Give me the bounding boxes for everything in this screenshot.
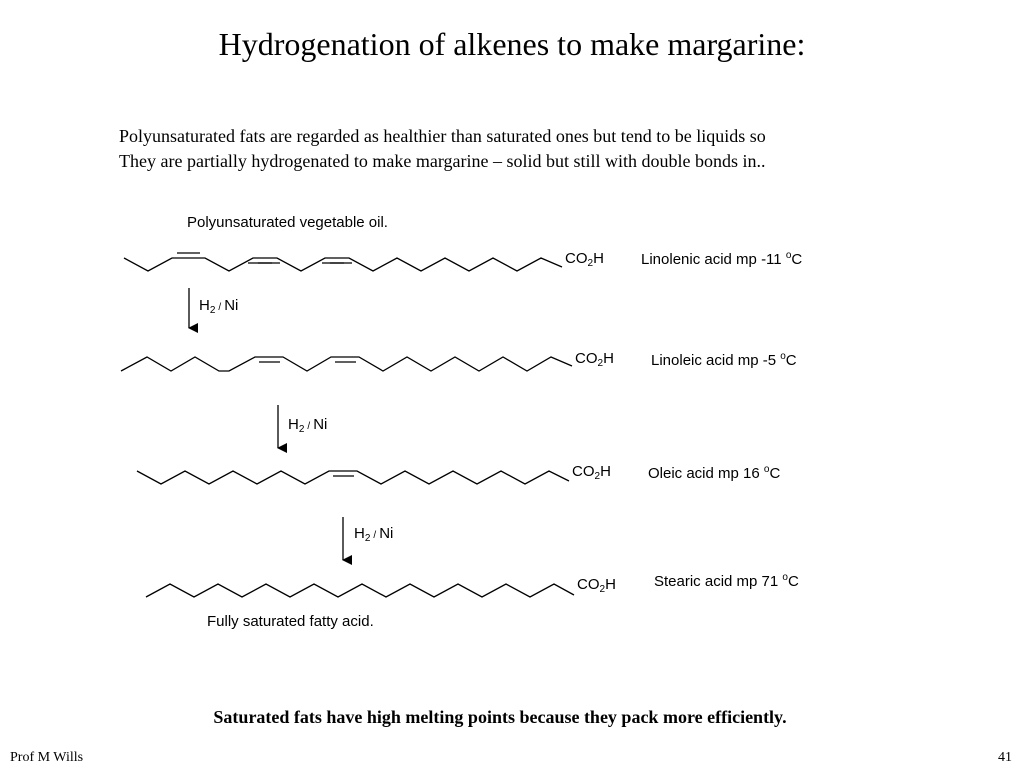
linoleic-acid-structure <box>121 357 572 371</box>
oleic-acid-structure <box>137 471 569 484</box>
carboxyl-group-1: $CO_2H$ <box>565 250 604 269</box>
intro-line-1: Polyunsaturated fats are regarded as healthier than saturated ones but tend to be liquids so <box>119 126 766 146</box>
acid-label-linoleic: Linoleic acid mp -5 $^o$C <box>651 351 797 369</box>
conclusion-text: Saturated fats have high melting points because they pack more efficiently. <box>213 707 787 727</box>
acid-label-oleic: Oleic acid mp 16 $^o$C <box>648 464 781 482</box>
carboxyl-group-4: $CO_2H$ <box>577 576 616 595</box>
carboxyl-group-3: $CO_2H$ <box>572 463 611 482</box>
intro-line-2: They are partially hydrogenated to make margarine – solid but still with double bonds in.. <box>119 151 766 171</box>
linolenic-acid-structure <box>124 253 562 271</box>
label-fully-saturated: Fully saturated fatty acid. <box>207 613 374 630</box>
carboxyl-group-2: $CO_2H$ <box>575 350 614 369</box>
reagent-label-1: $H_2$ / Ni <box>199 297 239 316</box>
acid-label-stearic: Stearic acid mp 71 $^o$C <box>654 572 799 590</box>
acid-label-linolenic: Linolenic acid mp -11 $^o$C <box>641 250 803 268</box>
page-number: 41 <box>998 750 1012 765</box>
reagent-label-3: $H_2$ / Ni <box>354 525 394 544</box>
slide-title: Hydrogenation of alkenes to make margarine: <box>218 26 806 62</box>
reagent-label-2: $H_2$ / Ni <box>288 416 328 435</box>
label-polyunsaturated: Polyunsaturated vegetable oil. <box>187 214 388 231</box>
stearic-acid-structure <box>146 584 574 597</box>
author-footer: Prof M Wills <box>10 750 84 765</box>
